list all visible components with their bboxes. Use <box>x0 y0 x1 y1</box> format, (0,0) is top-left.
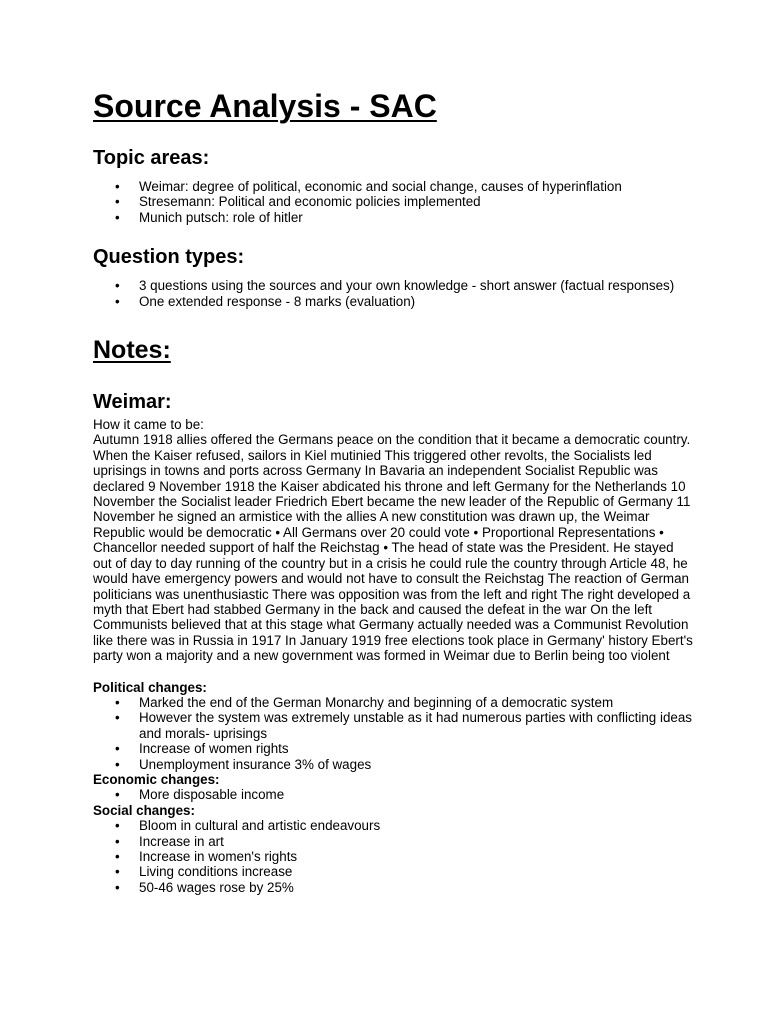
bullet-icon: • <box>115 278 120 294</box>
bullet-icon: • <box>115 833 120 849</box>
bullet-icon: • <box>115 849 120 864</box>
list-item: • However the system was extremely unstable as it had numerous parties with conflicting ideas and morals- uprisings <box>115 710 692 741</box>
topic-areas-heading: Topic areas: <box>93 147 210 169</box>
bullet-icon: • <box>115 209 120 225</box>
bullet-icon: • <box>115 741 120 757</box>
question-types-list <box>93 278 693 309</box>
list-item: • 3 questions using the sources and your own knowledge - short answer (factual responses) <box>115 278 675 294</box>
list-item: • Bloom in cultural and artistic endeavours <box>115 818 381 834</box>
bullet-icon: • <box>115 179 120 194</box>
social-changes-heading: Social changes: <box>93 802 195 818</box>
list-item: • Weimar: degree of political, economic and social change, causes of hyperinflation <box>115 179 622 194</box>
economic-changes-heading: Economic changes: <box>93 771 220 787</box>
list-item: • 50-46 wages rose by 25% <box>115 879 294 895</box>
bullet-icon: • <box>115 710 120 726</box>
political-changes-list <box>93 695 693 772</box>
list-item: • Unemployment insurance 3% of wages <box>115 756 372 772</box>
list-item: • Living conditions increase <box>115 864 293 880</box>
bullet-icon: • <box>115 694 120 710</box>
bullet-icon: • <box>115 879 120 895</box>
document-title: Source Analysis - SAC <box>93 88 437 124</box>
weimar-paragraph: Autumn 1918 allies offered the Germans peace on the condition that it became a democratic country. When the Kaiser refused, sailors in Kiel mutinied This triggered other revolts, the Socialists led uprisings in towns and ports across Germany In Bavaria an independent Socialist Republic was declared 9 November 1918 the Kaiser abdicated his throne and left Germany for the Netherlands 10 November the Socialist leader Friedrich Ebert became the new leader of the Republic of Germany 11 November he signed an armistice with the allies A new constitution was drawn up, the Weimar Republic would be democratic • All Germans over 20 could vote • Proportional Representations • Chancellor needed support of half the Reichstag • The head of state was the President. He stayed out of day to day running of the country but in a crisis he could rule the country through Article 48, he would have emergency powers and would not have to consult the Reichstag The reaction of German politicians was unenthusiastic There was opposition was from the left and right The right developed a myth that Ebert had stabbed Germany in the back and caused the defeat in the war On the left Communists believed that at this stage what Germany actually needed was a Communist Revolution like there was in Russia in 1917 In January 1919 free elections took place in Germany' history Ebert's party won a majority and a new government was formed in Weimar due to Berlin being too violent <box>93 432 693 664</box>
bullet-icon: • <box>115 787 120 803</box>
bullet-icon: • <box>115 818 120 834</box>
economic-changes-list <box>93 787 693 802</box>
document-page <box>93 84 693 895</box>
intro-label: How it came to be: <box>93 417 204 433</box>
list-item: • Stresemann: Political and economic policies implemented <box>115 194 481 210</box>
list-item: • More disposable income <box>115 787 285 803</box>
bullet-icon: • <box>115 194 120 210</box>
notes-heading: Notes: <box>93 336 171 365</box>
list-item: • Increase of women rights <box>115 741 289 757</box>
weimar-heading: Weimar: <box>93 391 172 414</box>
bullet-icon: • <box>115 756 120 772</box>
question-types-heading: Question types: <box>93 246 245 269</box>
bullet-icon: • <box>115 293 120 309</box>
bullet-icon: • <box>115 864 120 880</box>
list-item: • Marked the end of the German Monarchy and beginning of a democratic system <box>115 694 614 710</box>
topic-areas-list <box>93 179 693 225</box>
list-item: • One extended response - 8 marks (evaluation) <box>115 293 416 309</box>
list-item: • Increase in art <box>115 833 224 849</box>
list-item: • Munich putsch: role of hitler <box>115 209 303 225</box>
political-changes-heading: Political changes: <box>93 679 207 695</box>
list-item: • Increase in women's rights <box>115 849 298 864</box>
social-changes-list <box>93 818 693 895</box>
